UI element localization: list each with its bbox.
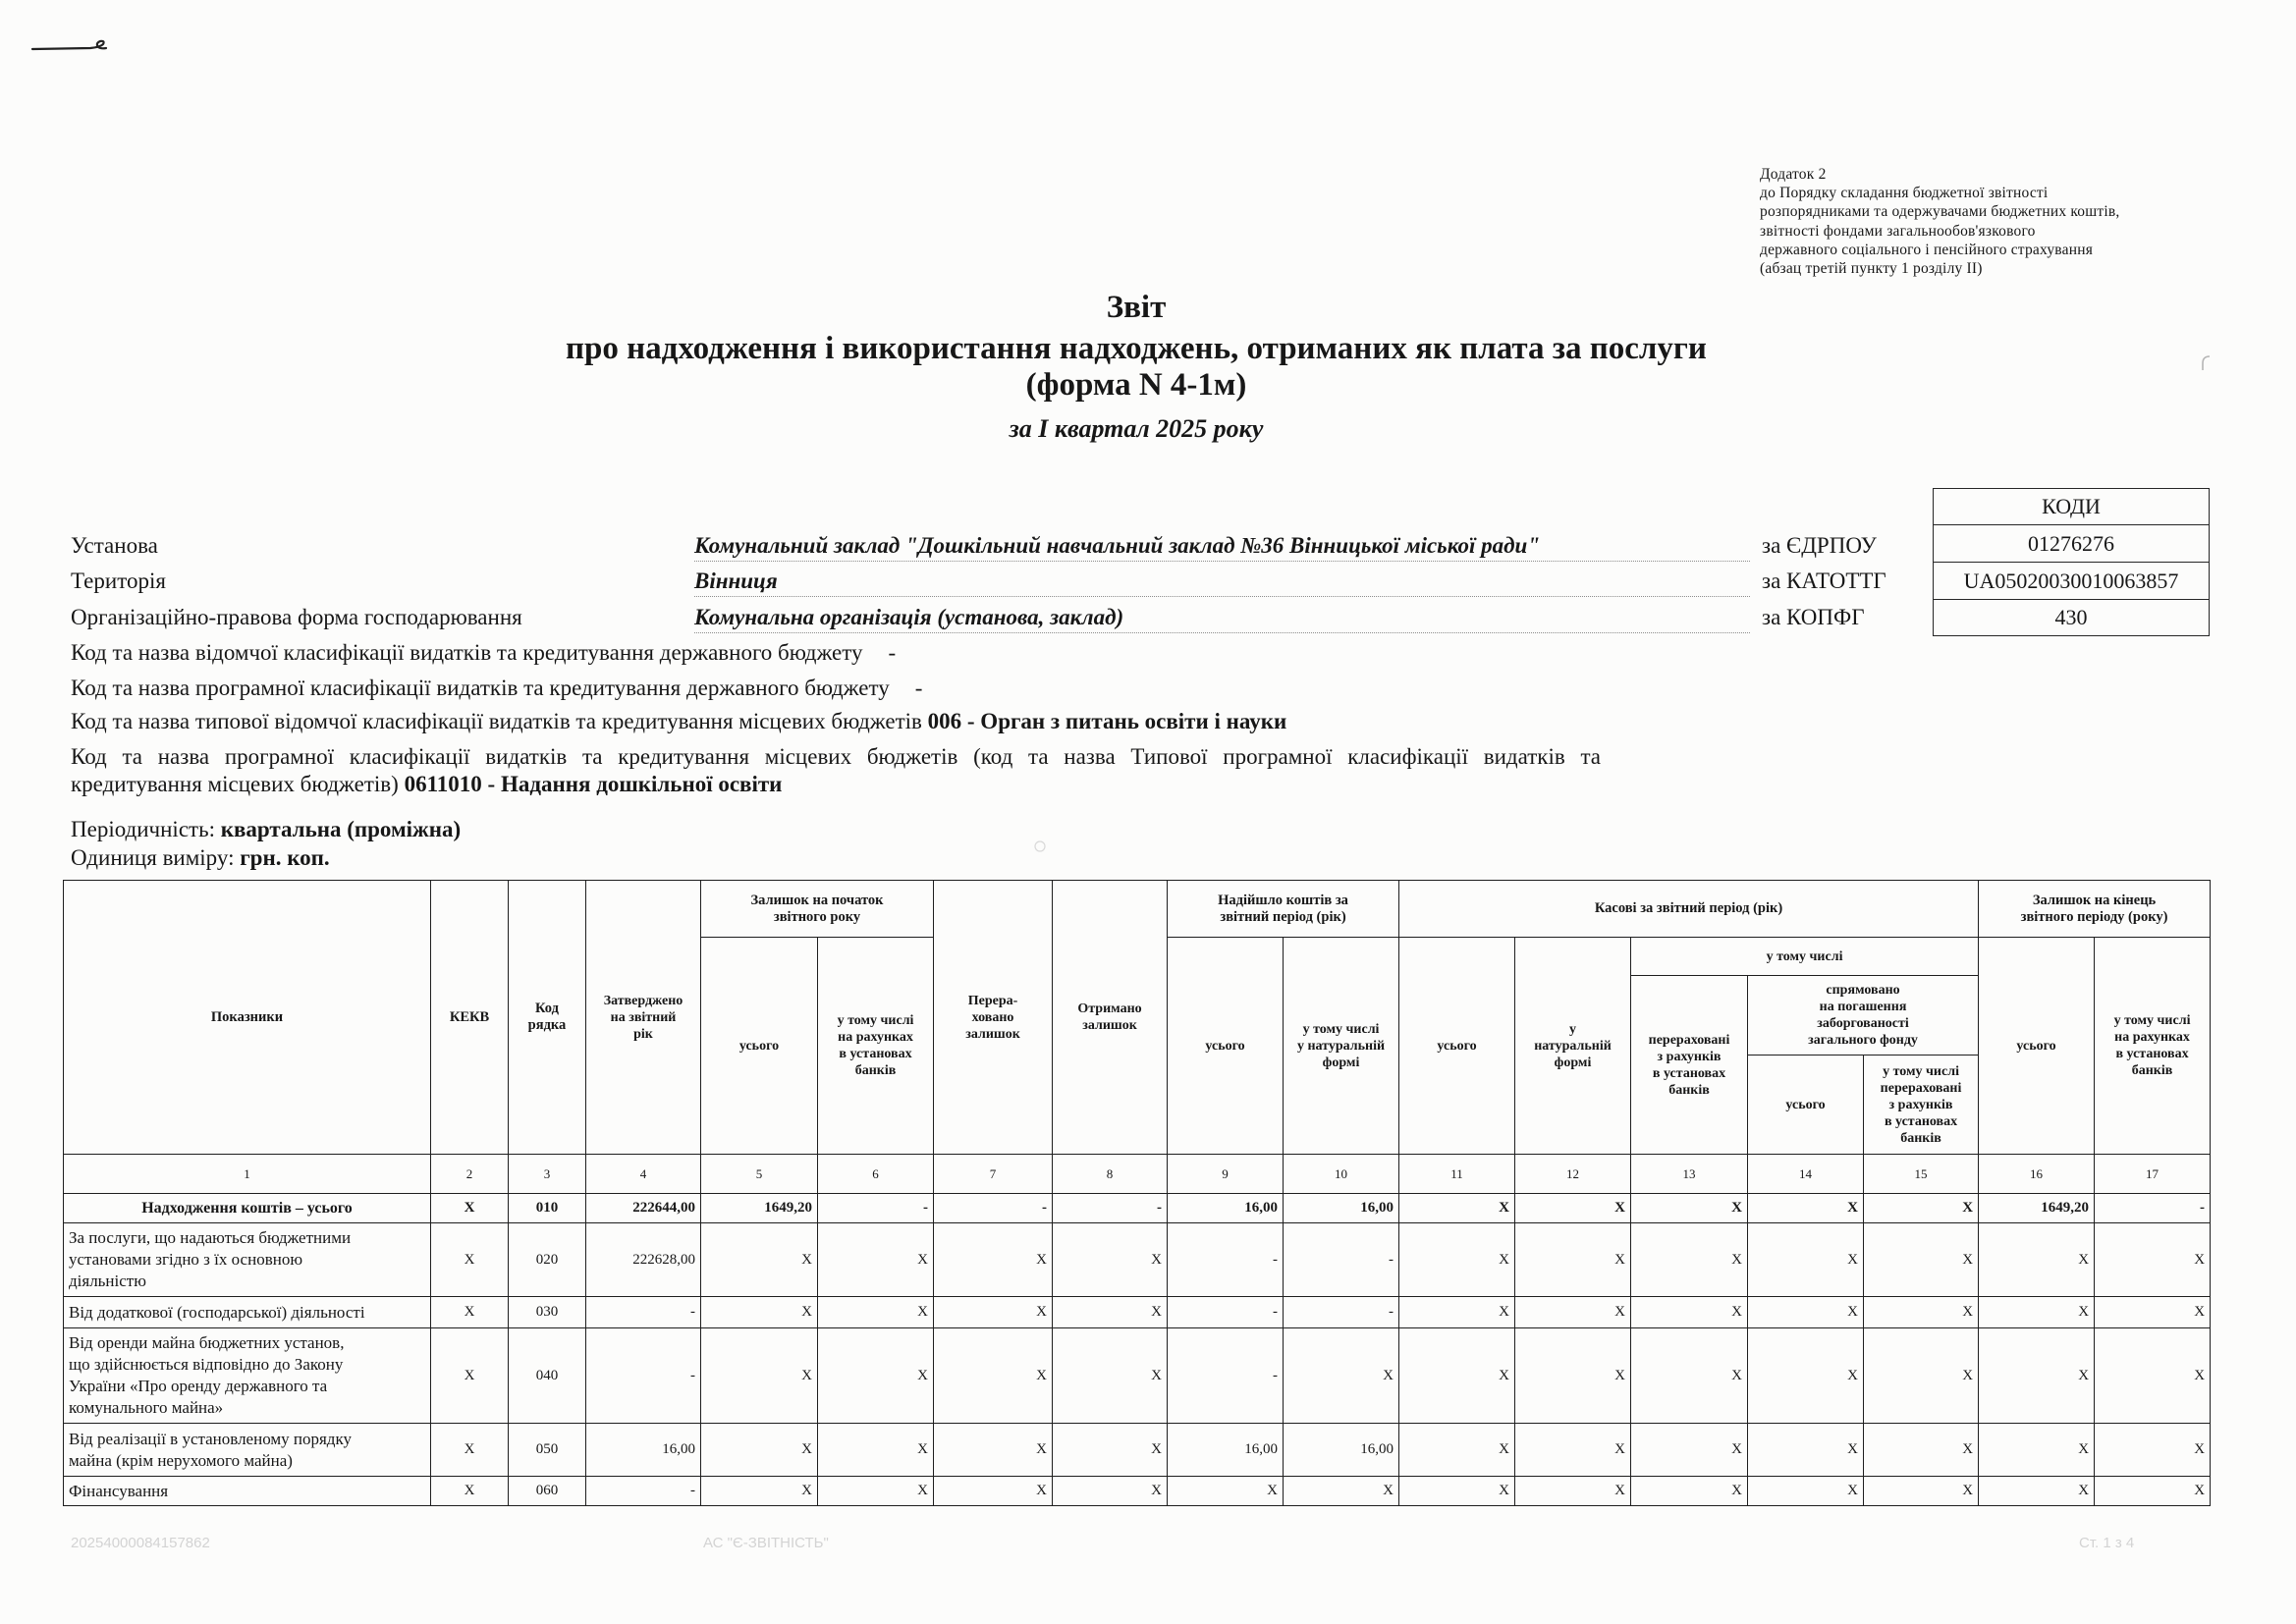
row-value: X (1515, 1223, 1631, 1297)
row-value: - (1284, 1223, 1399, 1297)
state-departmental-label: Код та назва відомчої класифікації видатків та кредитування державного бюджету (71, 640, 863, 665)
column-number: 14 (1748, 1155, 1864, 1194)
row-value: 1649,20 (701, 1194, 818, 1223)
header-received-in-kind: у тому числі у натуральній формі (1284, 938, 1399, 1155)
row-kekv: X (431, 1194, 509, 1223)
header-cash-total: усього (1399, 938, 1515, 1155)
row-value: - (1053, 1194, 1168, 1223)
state-departmental-classification (71, 638, 896, 668)
row-value: X (818, 1477, 934, 1506)
local-program-label-line2: кредитування місцевих бюджетів) (71, 772, 399, 796)
appendix-line: Додаток 2 (1760, 166, 1827, 183)
report-heading: Звіт (1106, 290, 1167, 325)
appendix-line: звітності фондами загальнообов'язкового (1760, 222, 2036, 240)
header-debt-including: у тому числі перераховані з рахунків в установах банків (1864, 1056, 1979, 1155)
local-program-label-line1: Код та назва програмної класифікації видатків та кредитування місцевих бюджетів (код та назва Типової програмної класифікації видатків та (71, 744, 1601, 769)
row-value: 16,00 (1168, 1424, 1284, 1477)
local-program-classification (71, 770, 782, 799)
row-value: X (1515, 1424, 1631, 1477)
katottg-label: за КАТОТТГ (1762, 568, 1886, 593)
periodicity-label: Періодичність: (71, 817, 215, 841)
row-value: X (1515, 1477, 1631, 1506)
column-number: 1 (64, 1155, 431, 1194)
table-row (64, 1328, 2211, 1424)
report-subtitle: про надходження і використання надходжень, отриманих як плата за послуги (566, 331, 1707, 366)
row-value: X (1631, 1194, 1748, 1223)
row-value: X (1631, 1297, 1748, 1328)
row-value: - (586, 1328, 701, 1424)
row-kekv: X (431, 1424, 509, 1477)
row-value: X (1864, 1223, 1979, 1297)
unit-label: Одиниця виміру: (71, 845, 235, 870)
kopfg-label: за КОПФГ (1762, 605, 1865, 629)
row-kekv: X (431, 1328, 509, 1424)
column-number-row (64, 1155, 2211, 1194)
row-value: X (1979, 1297, 2095, 1328)
row-value: X (1631, 1223, 1748, 1297)
local-departmental-value: 006 - Орган з питань освіти і науки (927, 709, 1287, 733)
row-value: 222644,00 (586, 1194, 701, 1223)
row-label: Від оренди майна бюджетних установ, що здійснюється відповідно до Закону України «Про оренду державного та комунального майна» (64, 1328, 431, 1424)
territory-value: Вінниця (694, 567, 1750, 597)
header-debt-total: усього (1748, 1056, 1864, 1155)
row-value: - (934, 1194, 1053, 1223)
row-value: - (1284, 1297, 1399, 1328)
territory-label: Територія (71, 568, 166, 593)
row-value: X (1748, 1223, 1864, 1297)
row-value: X (1515, 1297, 1631, 1328)
row-value: X (2095, 1424, 2211, 1477)
column-number: 15 (1864, 1155, 1979, 1194)
row-value: X (1284, 1477, 1399, 1506)
column-number: 12 (1515, 1155, 1631, 1194)
header-transferred-balance: Перера- ховано залишок (934, 881, 1053, 1155)
table-row (64, 1424, 2211, 1477)
row-value: X (701, 1477, 818, 1506)
row-value: X (1864, 1297, 1979, 1328)
column-number: 11 (1399, 1155, 1515, 1194)
row-value: X (1053, 1223, 1168, 1297)
header-kekv: КЕКВ (431, 881, 509, 1155)
row-value: X (934, 1477, 1053, 1506)
column-number: 17 (2095, 1155, 2211, 1194)
row-value: X (1053, 1477, 1168, 1506)
row-value: - (1168, 1328, 1284, 1424)
row-value: X (701, 1424, 818, 1477)
row-kekv: X (431, 1477, 509, 1506)
row-value: X (1168, 1477, 1284, 1506)
row-code: 010 (509, 1194, 586, 1223)
row-value: X (934, 1223, 1053, 1297)
row-value: X (701, 1223, 818, 1297)
header-cash-in-kind: у натуральній формі (1515, 938, 1631, 1155)
row-value: - (586, 1477, 701, 1506)
row-value: X (1748, 1477, 1864, 1506)
row-value: X (2095, 1477, 2211, 1506)
footer-document-id: 20254000084157862 (71, 1535, 210, 1551)
row-label: Від додаткової (господарської) діяльності (64, 1297, 431, 1328)
row-value: X (2095, 1223, 2211, 1297)
column-number: 10 (1284, 1155, 1399, 1194)
header-transferred-from-banks: перераховані з рахунків в установах банків (1631, 976, 1748, 1155)
column-number: 9 (1168, 1155, 1284, 1194)
appendix-line: (абзац третій пункту 1 розділу II) (1760, 260, 1983, 278)
report-form-number: (форма N 4-1м) (1025, 367, 1247, 403)
row-value: X (1979, 1424, 2095, 1477)
column-number: 7 (934, 1155, 1053, 1194)
header-balance-end: Залишок на кінець звітного періоду (року) (1979, 881, 2211, 938)
report-table (63, 880, 2211, 1506)
row-value: X (1053, 1328, 1168, 1424)
row-value: X (1748, 1297, 1864, 1328)
row-value: - (2095, 1194, 2211, 1223)
row-value: - (1168, 1297, 1284, 1328)
row-value: 222628,00 (586, 1223, 701, 1297)
row-value: 16,00 (1168, 1194, 1284, 1223)
total-row (64, 1194, 2211, 1223)
table-row (64, 1223, 2211, 1297)
row-value: X (818, 1297, 934, 1328)
local-departmental-classification (71, 707, 1286, 736)
column-number: 3 (509, 1155, 586, 1194)
unit-value: грн. коп. (240, 845, 330, 870)
row-value: 16,00 (1284, 1194, 1399, 1223)
header-end-in-banks: у тому числі на рахунках в установах банків (2095, 938, 2211, 1155)
appendix-line: розпорядниками та одержувачами бюджетних коштів, (1760, 203, 2120, 221)
row-value: X (1515, 1328, 1631, 1424)
row-value: X (1864, 1328, 1979, 1424)
row-code: 030 (509, 1297, 586, 1328)
row-value: X (1399, 1297, 1515, 1328)
header-debt-repayment: спрямовано на погашення заборгованості загального фонду (1748, 976, 1979, 1056)
header-row-code: Код рядка (509, 881, 586, 1155)
column-number: 16 (1979, 1155, 2095, 1194)
legal-form-value: Комунальна організація (установа, заклад) (694, 603, 1750, 633)
header-start-in-banks: у тому числі на рахунках в установах банків (818, 938, 934, 1155)
kopfg-code: 430 (1934, 600, 2210, 636)
codes-header: КОДИ (1934, 489, 2210, 525)
row-value: X (1399, 1223, 1515, 1297)
row-value: X (818, 1328, 934, 1424)
row-value: X (818, 1424, 934, 1477)
row-value: X (1864, 1424, 1979, 1477)
row-value: X (1864, 1477, 1979, 1506)
row-value: X (2095, 1297, 2211, 1328)
row-value: 16,00 (1284, 1424, 1399, 1477)
row-value: X (1631, 1424, 1748, 1477)
unit-of-measure (71, 843, 330, 873)
katottg-code: UA05020030010063857 (1934, 563, 2210, 600)
row-value: - (1168, 1223, 1284, 1297)
appendix-line: державного соціального і пенсійного страхування (1760, 241, 2094, 258)
periodicity (71, 815, 461, 844)
column-number: 13 (1631, 1155, 1748, 1194)
row-value: X (1284, 1328, 1399, 1424)
row-value: X (934, 1424, 1053, 1477)
row-code: 040 (509, 1328, 586, 1424)
state-program-value: - (914, 676, 923, 700)
header-including: у тому числі (1631, 938, 1979, 976)
row-value: X (701, 1328, 818, 1424)
appendix-line: до Порядку складання бюджетної звітності (1760, 185, 2049, 202)
row-value: X (2095, 1328, 2211, 1424)
row-value: X (701, 1297, 818, 1328)
institution-label: Установа (71, 533, 158, 558)
header-balance-start: Залишок на початок звітного року (701, 881, 934, 938)
header-received-balance: Отримано залишок (1053, 881, 1168, 1155)
row-value: X (1979, 1328, 2095, 1424)
table-row (64, 1477, 2211, 1506)
state-departmental-value: - (888, 640, 897, 665)
local-program-value: 0611010 - Надання дошкільної освіти (404, 772, 783, 796)
report-table-body (64, 1155, 2211, 1506)
row-kekv: X (431, 1297, 509, 1328)
footer-page-number: Ст. 1 з 4 (2079, 1535, 2135, 1551)
header-cash: Касові за звітний період (рік) (1399, 881, 1979, 938)
header-approved: Затверджено на звітний рік (586, 881, 701, 1155)
header-received-total: усього (1168, 938, 1284, 1155)
pen-mark (29, 37, 112, 61)
row-code: 050 (509, 1424, 586, 1477)
row-label: За послуги, що надаються бюджетними установами згідно з їх основною діяльністю (64, 1223, 431, 1297)
institution-value: Комунальний заклад "Дошкільний навчальний заклад №36 Вінницької міської ради" (694, 531, 1750, 562)
row-value: 16,00 (586, 1424, 701, 1477)
row-value: X (1053, 1297, 1168, 1328)
row-kekv: X (431, 1223, 509, 1297)
row-value: - (818, 1194, 934, 1223)
row-value: X (1399, 1328, 1515, 1424)
header-end-total: усього (1979, 938, 2095, 1155)
row-code: 060 (509, 1477, 586, 1506)
column-number: 2 (431, 1155, 509, 1194)
column-number: 4 (586, 1155, 701, 1194)
column-number: 5 (701, 1155, 818, 1194)
local-departmental-label: Код та назва типової відомчої класифікації видатків та кредитування місцевих бюджетів (71, 709, 922, 733)
header-indicators: Показники (64, 881, 431, 1155)
row-value: X (1399, 1477, 1515, 1506)
row-value: X (1053, 1424, 1168, 1477)
row-value: X (1864, 1194, 1979, 1223)
periodicity-value: квартальна (проміжна) (220, 817, 462, 841)
appendix-note (1760, 165, 2119, 278)
row-value: X (1515, 1194, 1631, 1223)
report-period: за I квартал 2025 року (1009, 414, 1264, 443)
row-value: X (1748, 1424, 1864, 1477)
row-value: X (1748, 1194, 1864, 1223)
footer-system-name: АС "Є-ЗВІТНІСТЬ" (703, 1535, 829, 1551)
row-value: X (934, 1297, 1053, 1328)
row-value: X (1631, 1328, 1748, 1424)
edrpou-code: 01276276 (1934, 525, 2210, 563)
row-value: - (586, 1297, 701, 1328)
row-code: 020 (509, 1223, 586, 1297)
row-value: X (1979, 1477, 2095, 1506)
state-program-classification (71, 674, 922, 703)
row-value: X (1631, 1477, 1748, 1506)
column-number: 8 (1053, 1155, 1168, 1194)
row-value: X (1979, 1223, 2095, 1297)
edrpou-label: за ЄДРПОУ (1762, 533, 1877, 558)
row-value: X (1399, 1194, 1515, 1223)
row-label: Надходження коштів – усього (64, 1194, 431, 1223)
header-start-total: усього (701, 938, 818, 1155)
row-label: Від реалізації в установленому порядку майна (крім нерухомого майна) (64, 1424, 431, 1477)
state-program-label: Код та назва програмної класифікації видатків та кредитування державного бюджету (71, 676, 890, 700)
column-number: 6 (818, 1155, 934, 1194)
row-value: 1649,20 (1979, 1194, 2095, 1223)
row-label: Фінансування (64, 1477, 431, 1506)
scan-artifact (1033, 839, 1047, 853)
legal-form-label: Організаційно-правова форма господарювання (71, 605, 522, 629)
codes-box (1933, 488, 2210, 636)
table-row (64, 1297, 2211, 1328)
header-received-funds: Надійшло коштів за звітний період (рік) (1168, 881, 1399, 938)
row-value: X (1748, 1328, 1864, 1424)
row-value: X (818, 1223, 934, 1297)
row-value: X (1399, 1424, 1515, 1477)
row-value: X (934, 1328, 1053, 1424)
